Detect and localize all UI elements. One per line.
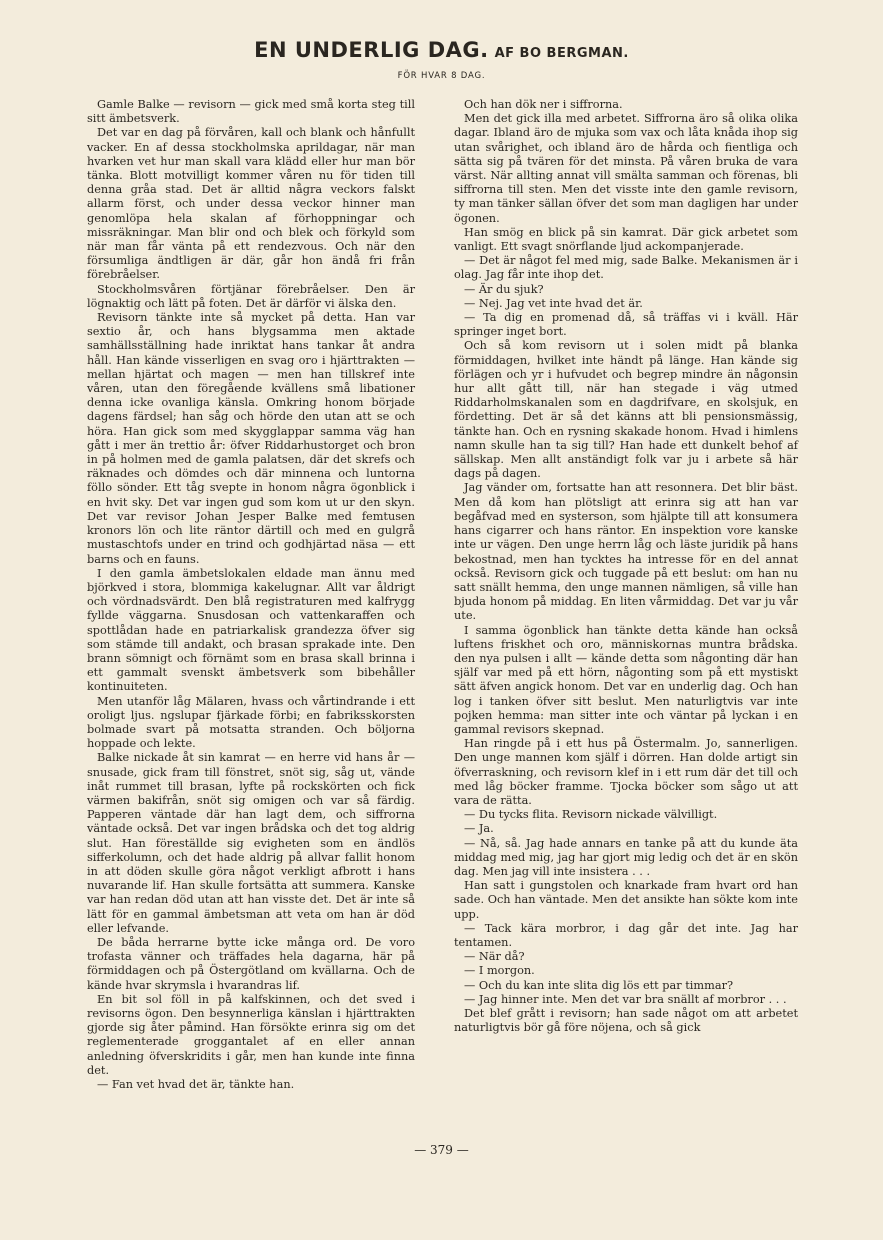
page-number: — 379 — bbox=[414, 1143, 469, 1157]
paragraph: Det blef grått i revisorn; han sade något om att arbetet naturligtvis bör gå före nöjena, och så gick bbox=[454, 1007, 798, 1035]
paragraph: I samma ögonblick han tänkte detta kände han också luftens friskhet och oro, människornas muntra brådska. den nya pulsen i allt — kände detta som någonting där han själf var med på ett hörn, någonting som på ett mystiskt sätt äfven angick honom. Det var en underlig dag. Och han log i tanken öfver sitt beslut. Men naturligtvis var inte pojken hemma: man sitter inte och väntar på lyckan i en gammal revisors skepnad. bbox=[454, 623, 798, 736]
paragraph: — När då? bbox=[464, 950, 525, 964]
paragraph: Revisorn tänkte inte så mycket på detta. Han var sextio år, och hans blygsamma men aktade samhällsställning hade inriktat hans tankar åt andra håll. Han kände visserligen en svag oro i hjärttrakten — mellan hjärtat och magen — men han tillskref inte våren, utan den föregående kvällens små libationer denna icke ovanliga känsla. Omkring honom började dagens färdsel; han såg och hörde den utan att se och höra. Han gick som med skygglappar samma väg han gått i mer än trettio år: öfver Riddarhustorget och bron in på holmen med de gamla palatsen, där det skrefs och räknades och dömdes och där minnena och luntorna föllo sönder. Ett tåg svepte in honom några ögonblick i en hvit sky. Det var ingen gud som kom ut ur den skyn. Det var revisor Johan Jesper Balke med femtusen kronors lön och lite räntor därtill och med en gulgrå mustaschtofs under en trind och godhjärtad näsa — ett barns och en fauns. bbox=[87, 311, 415, 566]
paragraph: — Nå, så. Jag hade annars en tanke på att du kunde äta middag med mig, jag har gjort mig ledig och det är en skön dag. Men jag vill inte insistera . . . bbox=[454, 836, 798, 878]
paragraph: — Tack kära morbror, i dag går det inte. Jag har tentamen. bbox=[454, 921, 798, 949]
paragraph: Och han dök ner i siffrorna. bbox=[464, 98, 623, 111]
paragraph: — Du tycks flita. Revisorn nickade välvilligt. bbox=[464, 808, 718, 822]
paragraph: De båda herrarne bytte icke många ord. De voro trofasta vänner och träffades hela dagarna, här på förmiddagen och på Östergötland om kvällarna. Och de kände hvar skrymsla i hvarandras lif. bbox=[87, 935, 415, 992]
paragraph: — Jag hinner inte. Men det var bra snällt af morbror . . . bbox=[464, 992, 787, 1006]
left-column bbox=[87, 98, 415, 1092]
paragraph: — Ja. bbox=[464, 822, 494, 836]
paragraph: Jag vänder om, fortsatte han att resonnera. Det blir bäst. Men då kom han plötsligt att erinra sig att han var begåfvad med en systerson, som hjälpte till att konsumera hans cigarrer och hans räntor. En inspektion vore kanske inte ur vägen. Den unge herrn låg och läste juridik på hans bekostnad, men han tycktes ha intresse för en del annat också. Revisorn gick och tuggade på ett beslut: om han nu satt snällt hemma, den unge mannen nämligen, så ville han bjuda honom på middag. En liten vårmiddag. Det var ju vår ute. bbox=[454, 481, 798, 623]
paragraph: Gamle Balke — revisorn — gick med små korta steg till sitt ämbetsverk. bbox=[87, 98, 415, 126]
paragraph: Han smög en blick på sin kamrat. Där gick arbetet som vanligt. Ett svagt snörflande ljud ackompanjerade. bbox=[454, 225, 798, 254]
article-header bbox=[0, 38, 883, 81]
paragraph: Men utanför låg Mälaren, hvass och vårtindrande i ett oroligt ljus. ngslupar fjärkade förbi; en fabriksskorsten bolmade svart på motsatta stranden. Och böljorna hoppade och lekte. bbox=[87, 694, 415, 751]
article-title bbox=[0, 38, 883, 62]
article-author: AF BO BERGMAN. bbox=[494, 46, 629, 61]
paragraph: En bit sol föll in på kalfskinnen, och det sved i revisorns ögon. Den besynnerliga känslan i hjärttrakten gjorde sig åter påmind. Han försökte erinra sig om det reglementerade groggantalet af en eller annan anledning öfverskridits i går, men han kunde inte finna det. bbox=[87, 992, 415, 1077]
paragraph: — Är du sjuk? bbox=[464, 282, 544, 296]
right-column bbox=[454, 98, 798, 1035]
paragraph: — Och du kan inte slita dig lös ett par timmar? bbox=[464, 978, 734, 992]
paragraph: I den gamla ämbetslokalen eldade man ännu med björkved i stora, blommiga kakelugnar. Allt var åldrigt och vördnadsvärdt. Den blå registraturen med kalfrygg fyllde väggarna. Snusdosan och vattenkaraffen och spottlådan hade en patriarkalisk grandezza öfver sig som stämde till andakt, och brasan sprakade inte. Den brann sömnigt och förnämt som en brasa skall brinna i ett gammalt svenskt ämbetsverk som bibehåller kontinuiteten. bbox=[87, 566, 415, 694]
paragraph: — Det är något fel med mig, sade Balke. Mekanismen är i olag. Jag får inte ihop det. bbox=[454, 254, 798, 282]
paragraph: Stockholmsvåren förtjänar förebråelser. Den är lögnaktig och lätt på foten. Det är därför vi älska den. bbox=[87, 282, 415, 310]
paragraph: — Nej. Jag vet inte hvad det är. bbox=[464, 296, 643, 310]
paragraph: Balke nickade åt sin kamrat — en herre vid hans år — snusade, gick fram till fönstret, snöt sig, såg ut, vände inåt rummet till brasan, lyfte på rockskörten och fick värmen bakifrån, snöt sig omigen och var så färdig. Papperen väntade där han lagt dem, och siffrorna väntade också. Det var ingen brådska och det tog aldrig slut. Han föreställde sig evigheten som en ändlös sifferkolumn, och det hade aldrig på allvar fallit honom in att döden skulle göra något verkligt afbrott i hans nuvarande lif. Han skulle fortsätta att summera. Kanske var han redan död utan att han visste det. Det är inte så lätt för en gammal ämbetsman att veta om han är död eller lefvande. bbox=[87, 751, 415, 935]
article-subtitle: FÖR HVAR 8 DAG. bbox=[397, 71, 486, 81]
paragraph: Men det gick illa med arbetet. Siffrorna äro så olika olika dagar. Ibland äro de mjuka som vax och låta knåda ihop sig utan svårighet, och ibland äro de hårda och fientliga och sätta sig på tvären för det minsta. På våren bruka de vara värst. När allting annat vill smälta samman och förenas, bli siffrorna till sten. Men det visste inte den gamle revisorn, ty man tänker sällan öfver det som man dagligen har under ögonen. bbox=[454, 112, 798, 225]
paragraph: Han ringde på i ett hus på Östermalm. Jo, sannerligen. Den unge mannen kom själf i dörren. Han dolde artigt sin öfverraskning, och revisorn klef in i ett rum där det till och med låg böcker framme. Tjocka böcker som sågo ut att vara de rätta. bbox=[454, 737, 798, 807]
paragraph: Han satt i gungstolen och knarkade fram hvart ord han sade. Och han väntade. Men det ansikte han sökte kom inte upp. bbox=[454, 879, 798, 921]
paragraph: — Ta dig en promenad då, så träffas vi i kväll. Här springer inget bort. bbox=[454, 311, 798, 339]
paragraph: Det var en dag på förvåren, kall och blank och hånfullt vacker. En af dessa stockholmska aprildagar, när man hvarken vet hur man skall vara klädd eller hur man bör tänka. Blott motvilligt kommer våren nu för tiden till denna gråa stad. Det är alltid några veckors falskt allarm först, och under dessa veckor hinner man genomlöpa hela skalan af förhoppningar och missräkningar. Man blir ond och blek och förkyld som när man får vänta på ett rendezvous. Och när den försumliga ändtligen är där, går hon ändå fri från förebråelser. bbox=[87, 126, 415, 282]
paragraph: Och så kom revisorn ut i solen midt på blanka förmiddagen, hvilket inte händt på länge. Han kände sig förlägen och yr i hufvudet och begrep mindre än någonsin hur allt gått till, när han stegade i väg utmed Riddarholmskanalen som en dagdrifvare, en skolsjuk, en fördetting. Det är så det känns att bli pensionsmässig, tänkte han. Och en rysning skakade honom. Hvad i himlens namn skulle han ta sig till? Han hade ett dunkelt behof af sällskap. Men allt anständigt folk var ju i arbete så här dags på dagen. bbox=[454, 339, 798, 481]
paragraph: — I morgon. bbox=[464, 964, 535, 978]
title-text: EN UNDERLIG DAG. bbox=[254, 38, 489, 62]
paragraph: — Fan vet hvad det är, tänkte han. bbox=[97, 1078, 295, 1092]
